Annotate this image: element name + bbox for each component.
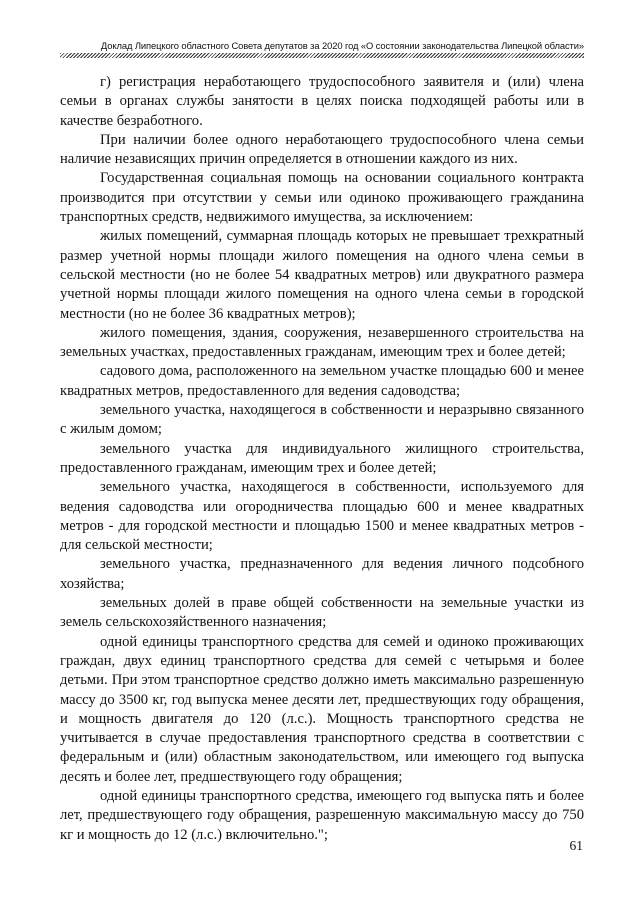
paragraph: земельного участка, находящегося в собственности, используемого для ведения садоводства или огородничества площадью 600 и менее квадратных метров - для городской местности и площадью 1500 и менее квадратных метров - для сельской местности;	[60, 479, 584, 554]
paragraph: г) регистрация неработающего трудоспособного заявителя и (или) члена семьи в органах службы занятости в целях поиска подходящей работы или в качестве безработного.	[60, 74, 584, 129]
paragraph: садового дома, расположенного на земельном участке площадью 600 и менее квадратных метров, предоставленного для ведения садоводства;	[60, 363, 584, 399]
paragraph: жилого помещения, здания, сооружения, незавершенного строительства на земельных участках, предоставленных гражданам, имеющим трех и более детей;	[60, 324, 584, 361]
body-text	[60, 73, 584, 845]
paragraph: земельных долей в праве общей собственности на земельные участки из земель сельскохозяйственного назначения;	[60, 595, 584, 631]
paragraph: одной единицы транспортного средства для семей и одиноко проживающих граждан, двух единиц транспортного средства для семей с четырьмя и более детьми. При этом транспортное средство должно иметь максимально разрешенную массу до 3500 кг, год выпуска менее десяти лет, предшествующих году обращения, и мощность двигателя до 120 (л.с.). Мощность транспортного средства не учитывается в случае предоставления транспортного средства в соответствии с федеральным и (или) областным законодательством, или имеющего год выпуска десять и более лет, предшествующего году обращения;	[60, 633, 584, 785]
paragraph: При наличии более одного неработающего трудоспособного члена семьи наличие независящих причин определяется в отношении каждого из них.	[60, 131, 584, 168]
page-number: 61	[569, 838, 583, 853]
paragraph: одной единицы транспортного средства, имеющего год выпуска пять и более лет, предшествующего году обращения, разрешенную максимальную массу до 750 кг и мощность до 12 (л.с.) включительно.";	[60, 787, 584, 843]
paragraph: земельного участка, находящегося в собственности и неразрывно связанного с жилым домом;	[60, 402, 584, 438]
running-header: Доклад Липецкого областного Совета депутатов за 2020 год «О состоянии законодательства Липецкой области»	[100, 40, 584, 51]
paragraph: жилых помещений, суммарная площадь которых не превышает трехкратный размер учетной нормы площади жилого помещения на одного члена семьи в сельской местности (но не более 54 квадратных метров) или двукратного размера учетной нормы площади жилого помещения на одного члена семьи в городской местности (но не более 36 квадратных метров);	[60, 228, 584, 322]
header-rule	[60, 53, 584, 58]
paragraph: Государственная социальная помощь на основании социального контракта производится при отсутствии у семьи или одиноко проживающего гражданина транспортных средств, недвижимого имущества, за исключением:	[60, 170, 584, 226]
paragraph: земельного участка для индивидуального жилищного строительства, предоставленного гражданам, имеющим трех и более детей;	[60, 440, 584, 476]
paragraph: земельного участка, предназначенного для ведения личного подсобного хозяйства;	[60, 556, 584, 592]
